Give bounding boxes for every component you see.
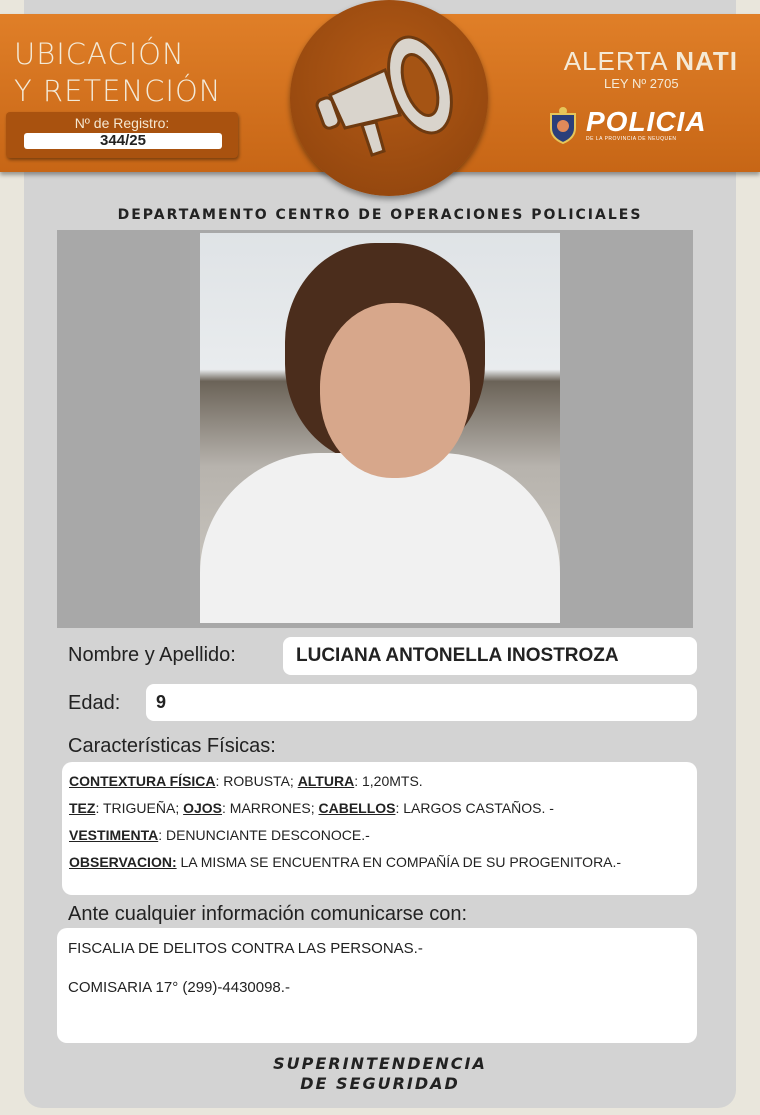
feature-key: VESTIMENTA <box>69 827 159 843</box>
feature-line <box>69 768 690 795</box>
photo-frame <box>57 230 693 628</box>
registro-box <box>6 112 238 158</box>
age-label: Edad: <box>68 692 121 714</box>
ley-number: LEY Nº 2705 <box>604 76 679 91</box>
feature-value: : MARRONES; <box>222 800 319 816</box>
name-value: LUCIANA ANTONELLA INOSTROZA <box>296 645 619 666</box>
registro-value: 344/25 <box>24 133 222 149</box>
feature-key: TEZ <box>69 800 96 816</box>
alert-type-title: UBICACIÓN Y RETENCIÓN <box>14 37 222 108</box>
feature-value: : ROBUSTA; <box>215 773 298 789</box>
alert-nati-title: ALERTA NATI <box>563 46 738 76</box>
person-photo <box>200 233 560 623</box>
feature-key: OBSERVACION: <box>69 854 177 870</box>
feature-value: : LARGOS CASTAÑOS. - <box>395 800 554 816</box>
contact-line: COMISARIA 17° (299)-4430098.- <box>68 979 290 996</box>
megaphone-badge <box>290 0 488 196</box>
feature-key: CABELLOS <box>318 800 396 816</box>
feature-value: : 1,20MTS. <box>354 773 423 789</box>
feature-value: LA MISMA SE ENCUENTRA EN COMPAÑÍA DE SU PROGENITORA.- <box>176 854 622 870</box>
feature-key: OJOS <box>183 800 223 816</box>
contact-line: FISCALIA DE DELITOS CONTRA LAS PERSONAS.- <box>68 940 423 957</box>
department-title: DEPARTAMENTO CENTRO DE OPERACIONES POLICIALES <box>117 207 643 223</box>
feature-key: CONTEXTURA FÍSICA <box>69 773 216 789</box>
age-value: 9 <box>156 692 167 712</box>
feature-line <box>69 822 690 849</box>
police-logo: POLICIA DE LA PROVINCIA DE NEUQUEN <box>548 106 707 144</box>
feature-value: : DENUNCIANTE DESCONOCE.- <box>158 827 370 843</box>
police-shield-icon <box>548 106 578 144</box>
footer-title: SUPERINTENDENCIA DE SEGURIDAD <box>273 1054 487 1093</box>
feature-line <box>69 795 690 822</box>
contact-box <box>57 928 697 1043</box>
megaphone-icon <box>290 0 488 196</box>
feature-value: : TRIGUEÑA; <box>95 800 184 816</box>
registro-label: Nº de Registro: <box>74 115 170 131</box>
contact-label: Ante cualquier información comunicarse con: <box>68 903 468 925</box>
name-label: Nombre y Apellido: <box>68 644 236 666</box>
feature-line <box>69 849 690 876</box>
features-box <box>62 762 697 895</box>
feature-key: ALTURA <box>297 773 355 789</box>
features-label: Características Físicas: <box>68 735 276 757</box>
age-field <box>146 684 697 721</box>
